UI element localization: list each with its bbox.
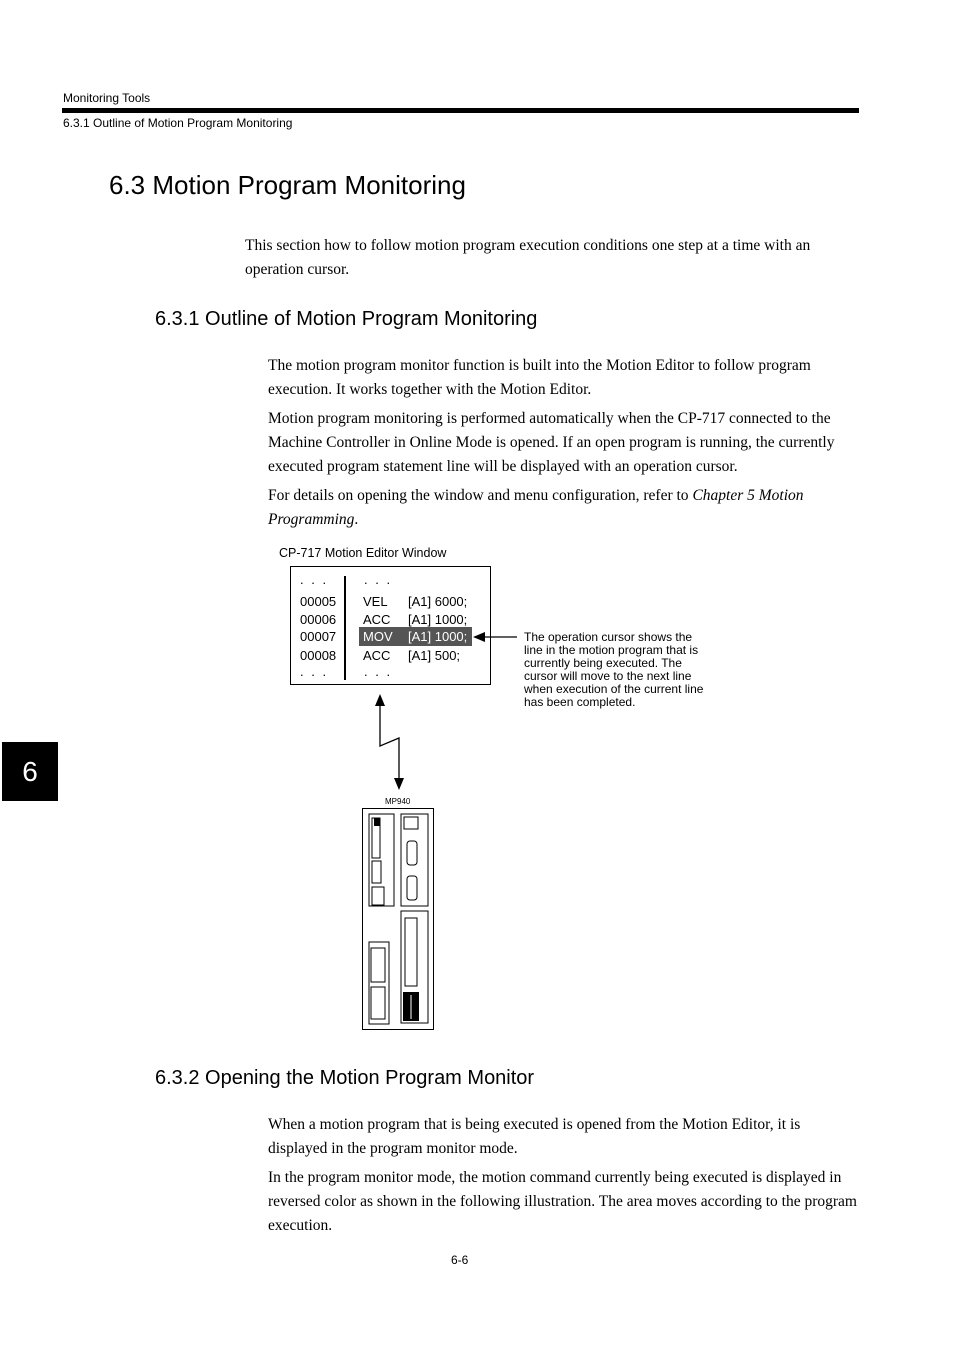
line-number: 00007 bbox=[300, 629, 337, 644]
section-heading-6-3-1: 6.3.1 Outline of Motion Program Monitoring bbox=[155, 308, 538, 330]
line-number: 00006 bbox=[300, 612, 337, 627]
window-caption: CP-717 Motion Editor Window bbox=[279, 546, 447, 560]
paragraph: The motion program monitor function is built into the Motion Editor to follow program execution. It works together with the Motion Editor. bbox=[268, 357, 811, 398]
line-number: 00005 bbox=[300, 594, 337, 609]
ellipsis: . . . bbox=[300, 572, 329, 587]
text: . bbox=[354, 511, 359, 528]
page-title: 6.3 Motion Program Monitoring bbox=[109, 170, 466, 200]
ellipsis: . . . bbox=[300, 664, 329, 679]
callout-arrow bbox=[473, 632, 517, 642]
connection-arrow bbox=[375, 694, 404, 790]
line-number: 00008 bbox=[300, 648, 337, 663]
intro-paragraph: This section how to follow motion program execution conditions one step at a time with an operation cursor. bbox=[245, 237, 811, 278]
text: For details on opening the window and menu configuration, refer to bbox=[268, 487, 693, 504]
argument: [A1] 1000; bbox=[408, 612, 468, 627]
chapter-tab: 6 bbox=[2, 742, 58, 801]
device-label: MP940 bbox=[385, 797, 411, 806]
command: MOV bbox=[363, 629, 393, 644]
argument: [A1] 6000; bbox=[408, 594, 468, 609]
argument: [A1] 1000; bbox=[408, 629, 468, 644]
command: ACC bbox=[363, 648, 391, 663]
page-number: 6-6 bbox=[451, 1253, 469, 1267]
running-header-section: Monitoring Tools bbox=[63, 91, 151, 105]
ellipsis: . . . bbox=[364, 572, 393, 587]
ellipsis: . . . bbox=[364, 664, 393, 679]
paragraph: In the program monitor mode, the motion command currently being executed is displayed in reversed color as shown in the following illustration. The area moves according to the program execution. bbox=[268, 1169, 857, 1234]
paragraph: Motion program monitoring is performed automatically when the CP-717 connected to the Machine Controller in Online Mode is opened. If an open program is running, the currently executed program statement line will be displayed with an operation cursor. bbox=[268, 410, 835, 475]
chapter-reference: Chapter 5 Motion Programming bbox=[268, 487, 804, 528]
command: VEL bbox=[363, 594, 388, 609]
command: ACC bbox=[363, 612, 391, 627]
mp940-device-illustration bbox=[362, 808, 434, 1030]
running-header-subsection: 6.3.1 Outline of Motion Program Monitoring bbox=[63, 116, 293, 130]
section-heading-6-3-2: 6.3.2 Opening the Motion Program Monitor bbox=[155, 1067, 535, 1089]
callout-text: The operation cursor shows the line in the motion program that is currently being executed. The cursor will move to the next line when execution of the current line has been completed. bbox=[524, 630, 704, 709]
argument: [A1] 500; bbox=[408, 648, 461, 663]
paragraph: When a motion program that is being executed is opened from the Motion Editor, it is displayed in the program monitor mode. bbox=[268, 1116, 801, 1157]
